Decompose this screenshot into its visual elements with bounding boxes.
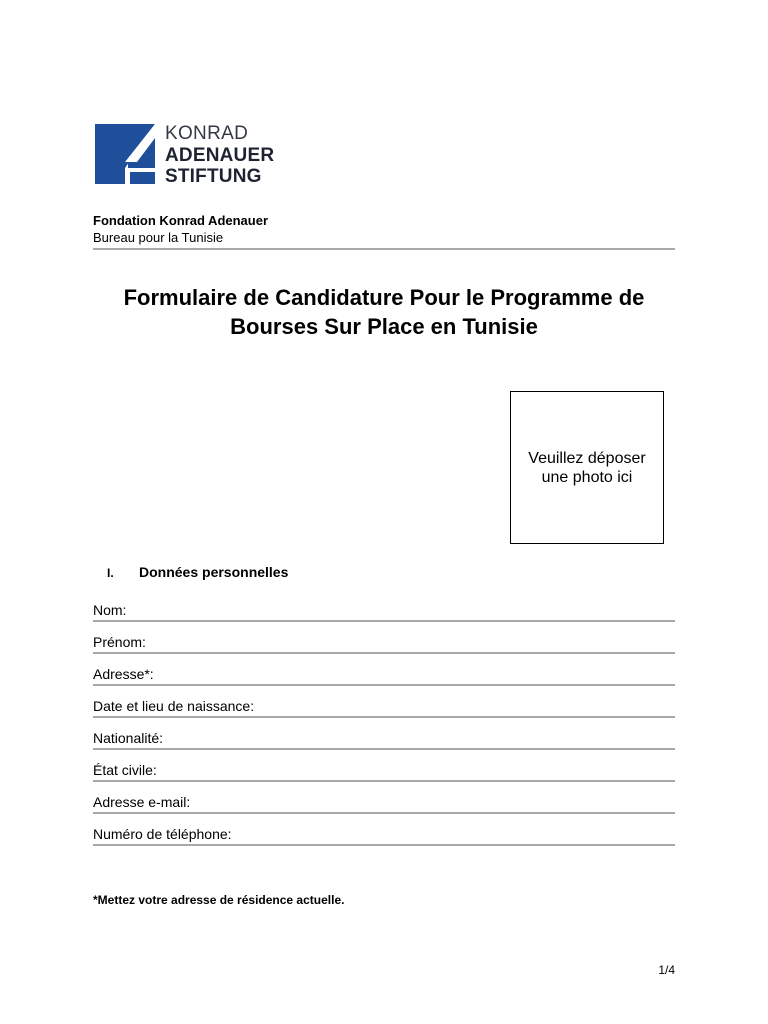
kas-logo-wordmark xyxy=(165,124,274,188)
kas-logo-mark-icon xyxy=(95,124,157,184)
field-prenom[interactable]: Prénom: xyxy=(93,632,675,654)
personal-data-fields xyxy=(93,600,675,856)
field-etat-civil[interactable]: État civile: xyxy=(93,760,675,782)
section-title: Données personnelles xyxy=(139,564,289,580)
photo-box-line-1: Veuillez déposer xyxy=(528,449,646,467)
section-number: I. xyxy=(107,566,114,580)
field-adresse[interactable]: Adresse*: xyxy=(93,664,675,686)
logo-line-stiftung: STIFTUNG xyxy=(165,166,262,187)
kas-logo xyxy=(95,124,290,186)
logo-line-konrad: KONRAD xyxy=(165,123,249,144)
photo-box-line-2: une photo ici xyxy=(541,468,633,486)
title-line-1: Formulaire de Candidature Pour le Programme de xyxy=(123,285,645,310)
address-footnote: *Mettez votre adresse de résidence actuelle. xyxy=(93,893,345,907)
photo-upload-box[interactable] xyxy=(510,391,664,544)
field-email[interactable]: Adresse e-mail: xyxy=(93,792,675,814)
document-title xyxy=(80,283,688,341)
header-divider xyxy=(93,248,675,250)
organization-office: Bureau pour la Tunisie xyxy=(93,230,224,245)
logo-line-adenauer: ADENAUER xyxy=(165,145,275,166)
title-line-2: Bourses Sur Place en Tunisie xyxy=(230,314,538,339)
field-nom[interactable]: Nom: xyxy=(93,600,675,622)
field-nationalite[interactable]: Nationalité: xyxy=(93,728,675,750)
field-telephone[interactable]: Numéro de téléphone: xyxy=(93,824,675,846)
field-date-lieu-naissance[interactable]: Date et lieu de naissance: xyxy=(93,696,675,718)
section-heading xyxy=(107,564,288,580)
organization-header xyxy=(93,212,675,250)
organization-name: Fondation Konrad Adenauer xyxy=(93,213,269,228)
page-number: 1/4 xyxy=(658,963,675,977)
photo-box-instruction xyxy=(515,449,660,487)
